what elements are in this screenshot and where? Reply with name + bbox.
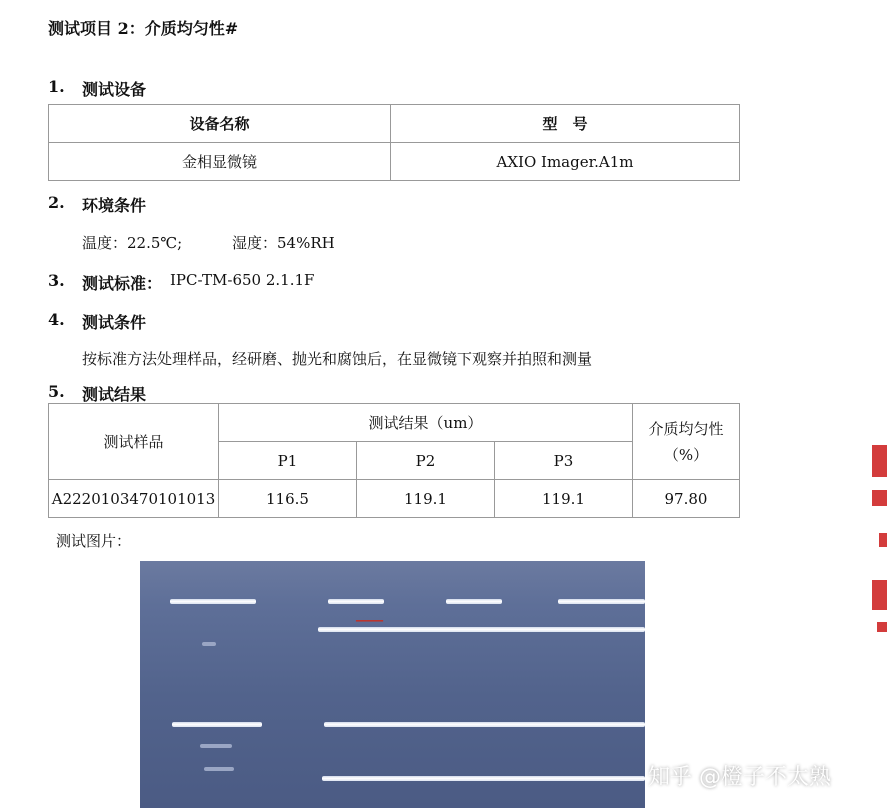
- standard-code: IPC-TM-650 2.1.1F: [170, 271, 315, 289]
- point-header-p1: P1: [219, 442, 357, 480]
- microscope-image: [140, 561, 645, 808]
- uniformity-header: [633, 404, 740, 480]
- copper-trace: [558, 599, 645, 604]
- uniformity-header-line2: （%）: [663, 445, 709, 464]
- value-p1: 116.5: [219, 480, 357, 518]
- copper-trace: [446, 599, 502, 604]
- copper-trace: [318, 627, 645, 632]
- copper-trace: [170, 599, 256, 604]
- point-header-p3: P3: [495, 442, 633, 480]
- section-3-title: 测试标准：: [82, 274, 163, 293]
- section-2-title: 环境条件: [82, 196, 147, 215]
- equipment-table: [48, 104, 740, 181]
- result-header: 测试结果（um）: [219, 404, 633, 442]
- condition-text: 按标准方法处理样品，经研磨、抛光和腐蚀后，在显微镜下观察并拍照和测量: [82, 350, 593, 368]
- equipment-header-name: 设备名称: [49, 105, 391, 143]
- red-stamp-fragment: [872, 580, 887, 610]
- debris-mark: [204, 767, 234, 771]
- copper-trace: [328, 599, 384, 604]
- red-stamp-fragment: [877, 622, 887, 632]
- value-p2: 119.1: [357, 480, 495, 518]
- section-2-number: 2.: [48, 193, 65, 212]
- temperature-text: 温度：22.5℃;: [82, 234, 183, 252]
- equipment-model: AXIO Imager.A1m: [391, 143, 740, 181]
- sample-header: 测试样品: [49, 404, 219, 480]
- point-header-p2: P2: [357, 442, 495, 480]
- section-4-number: 4.: [48, 310, 65, 329]
- page-title: 测试项目 2：介质均匀性#: [48, 19, 239, 38]
- debris-mark: [202, 642, 216, 646]
- red-stamp-fragment: [879, 533, 887, 547]
- equipment-name: 金相显微镜: [49, 143, 391, 181]
- section-5-title: 测试结果: [82, 385, 147, 404]
- watermark: 知乎 @橙子不太熟: [648, 765, 831, 790]
- equipment-header-model: 型 号: [391, 105, 740, 143]
- result-table: [48, 403, 740, 518]
- measurement-mark: ━━━━━: [356, 617, 384, 627]
- uniformity-header-line1: 介质均匀性: [648, 419, 724, 438]
- picture-label: 测试图片：: [56, 532, 132, 550]
- red-stamp-fragment: [872, 490, 887, 506]
- copper-trace: [324, 722, 645, 727]
- humidity-text: 湿度：54%RH: [232, 234, 335, 252]
- value-p3: 119.1: [495, 480, 633, 518]
- sample-id: A2220103470101013: [49, 480, 219, 518]
- section-4-title: 测试条件: [82, 313, 147, 332]
- section-1-number: 1.: [48, 77, 65, 96]
- copper-trace: [172, 722, 262, 727]
- section-3-number: 3.: [48, 271, 65, 290]
- section-1-title: 测试设备: [82, 80, 147, 99]
- copper-trace: [322, 776, 645, 781]
- uniformity-value: 97.80: [633, 480, 740, 518]
- debris-mark: [200, 744, 232, 748]
- red-stamp-fragment: [872, 445, 887, 477]
- section-5-number: 5.: [48, 382, 65, 401]
